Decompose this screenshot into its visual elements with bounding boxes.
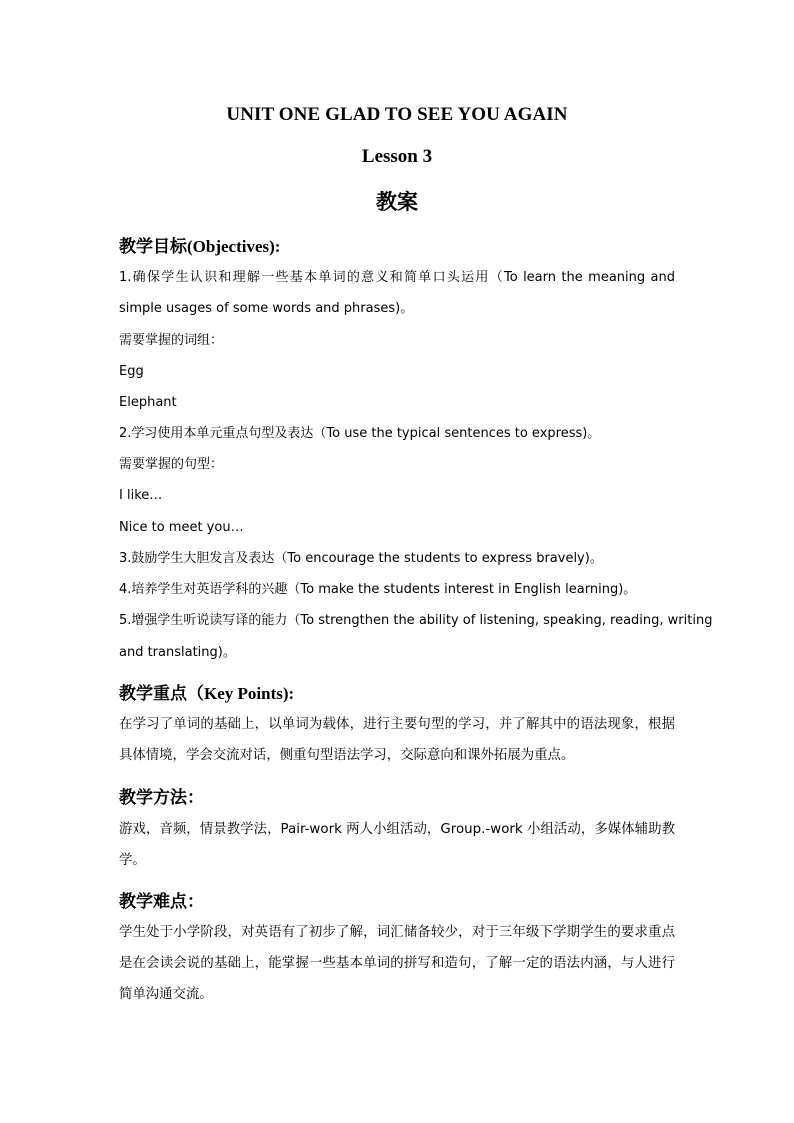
- phrases-label: 需要掌握的词组：: [119, 333, 224, 348]
- key-points-text: 在学习了单词的基础上，以单词为载体，进行主要句型的学习，并了解其中的语法现象，根据具体情境，学会交流对话，侧重句型语法学习，交际意向和课外拓展为重点。: [119, 717, 675, 763]
- methods-text: 游戏，音频，情景教学法，Pair-work 两人小组活动，Group.-work 小组活动，多媒体辅助教学。: [119, 822, 675, 868]
- objective-item-1-line-2: simple usages of some words and phrases)。: [119, 301, 414, 316]
- phrase-item: Elephant: [119, 395, 177, 410]
- objective-item-3: 3.鼓励学生大胆发言及表达（To encourage the students to express bravely)。: [119, 551, 603, 566]
- objective-item-5-line-2: and translating)。: [119, 645, 236, 660]
- objective-item-4: 4.培养学生对英语学科的兴趣（To make the students interest in English learning)。: [119, 582, 637, 597]
- key-points-heading-en: Key Points):: [204, 684, 295, 703]
- objective-item-1-line-1: 1.确保学生认识和理解一些基本单词的意义和简单口头运用（To learn the meaning and: [119, 270, 675, 285]
- sentences-label: 需要掌握的句型：: [119, 457, 224, 472]
- sentence-pattern: Nice to meet you…: [119, 520, 244, 535]
- key-points-heading-cn: 教学重点（: [119, 684, 204, 704]
- sentence-pattern: I like…: [119, 488, 163, 503]
- document-subtitle: 教案: [376, 190, 418, 214]
- objectives-heading-cn: 教学目标: [119, 237, 187, 257]
- objectives-heading-en: (Objectives):: [187, 237, 281, 256]
- key-points-heading: [119, 679, 294, 704]
- methods-heading: 教学方法：: [119, 788, 204, 808]
- difficulties-text: 学生处于小学阶段，对英语有了初步了解，词汇储备较少，对于三年级下学期学生的要求重点是在会读会说的基础上，能掌握一些基本单词的拼写和造句，了解一定的语法内涵，与人进行简单沟通交流。: [119, 925, 675, 1002]
- lesson-title: Lesson 3: [361, 146, 433, 167]
- objectives-heading: [119, 232, 280, 257]
- phrase-item: Egg: [119, 364, 144, 379]
- objective-item-2: 2.学习使用本单元重点句型及表达（To use the typical sentences to express)。: [119, 426, 601, 441]
- difficulties-heading: 教学难点：: [119, 892, 204, 912]
- document-title: UNIT ONE GLAD TO SEE YOU AGAIN: [226, 104, 568, 125]
- objective-item-5-line-1: 5.增强学生听说读写译的能力（To strengthen the ability of listening, speaking, reading, writing: [119, 613, 713, 628]
